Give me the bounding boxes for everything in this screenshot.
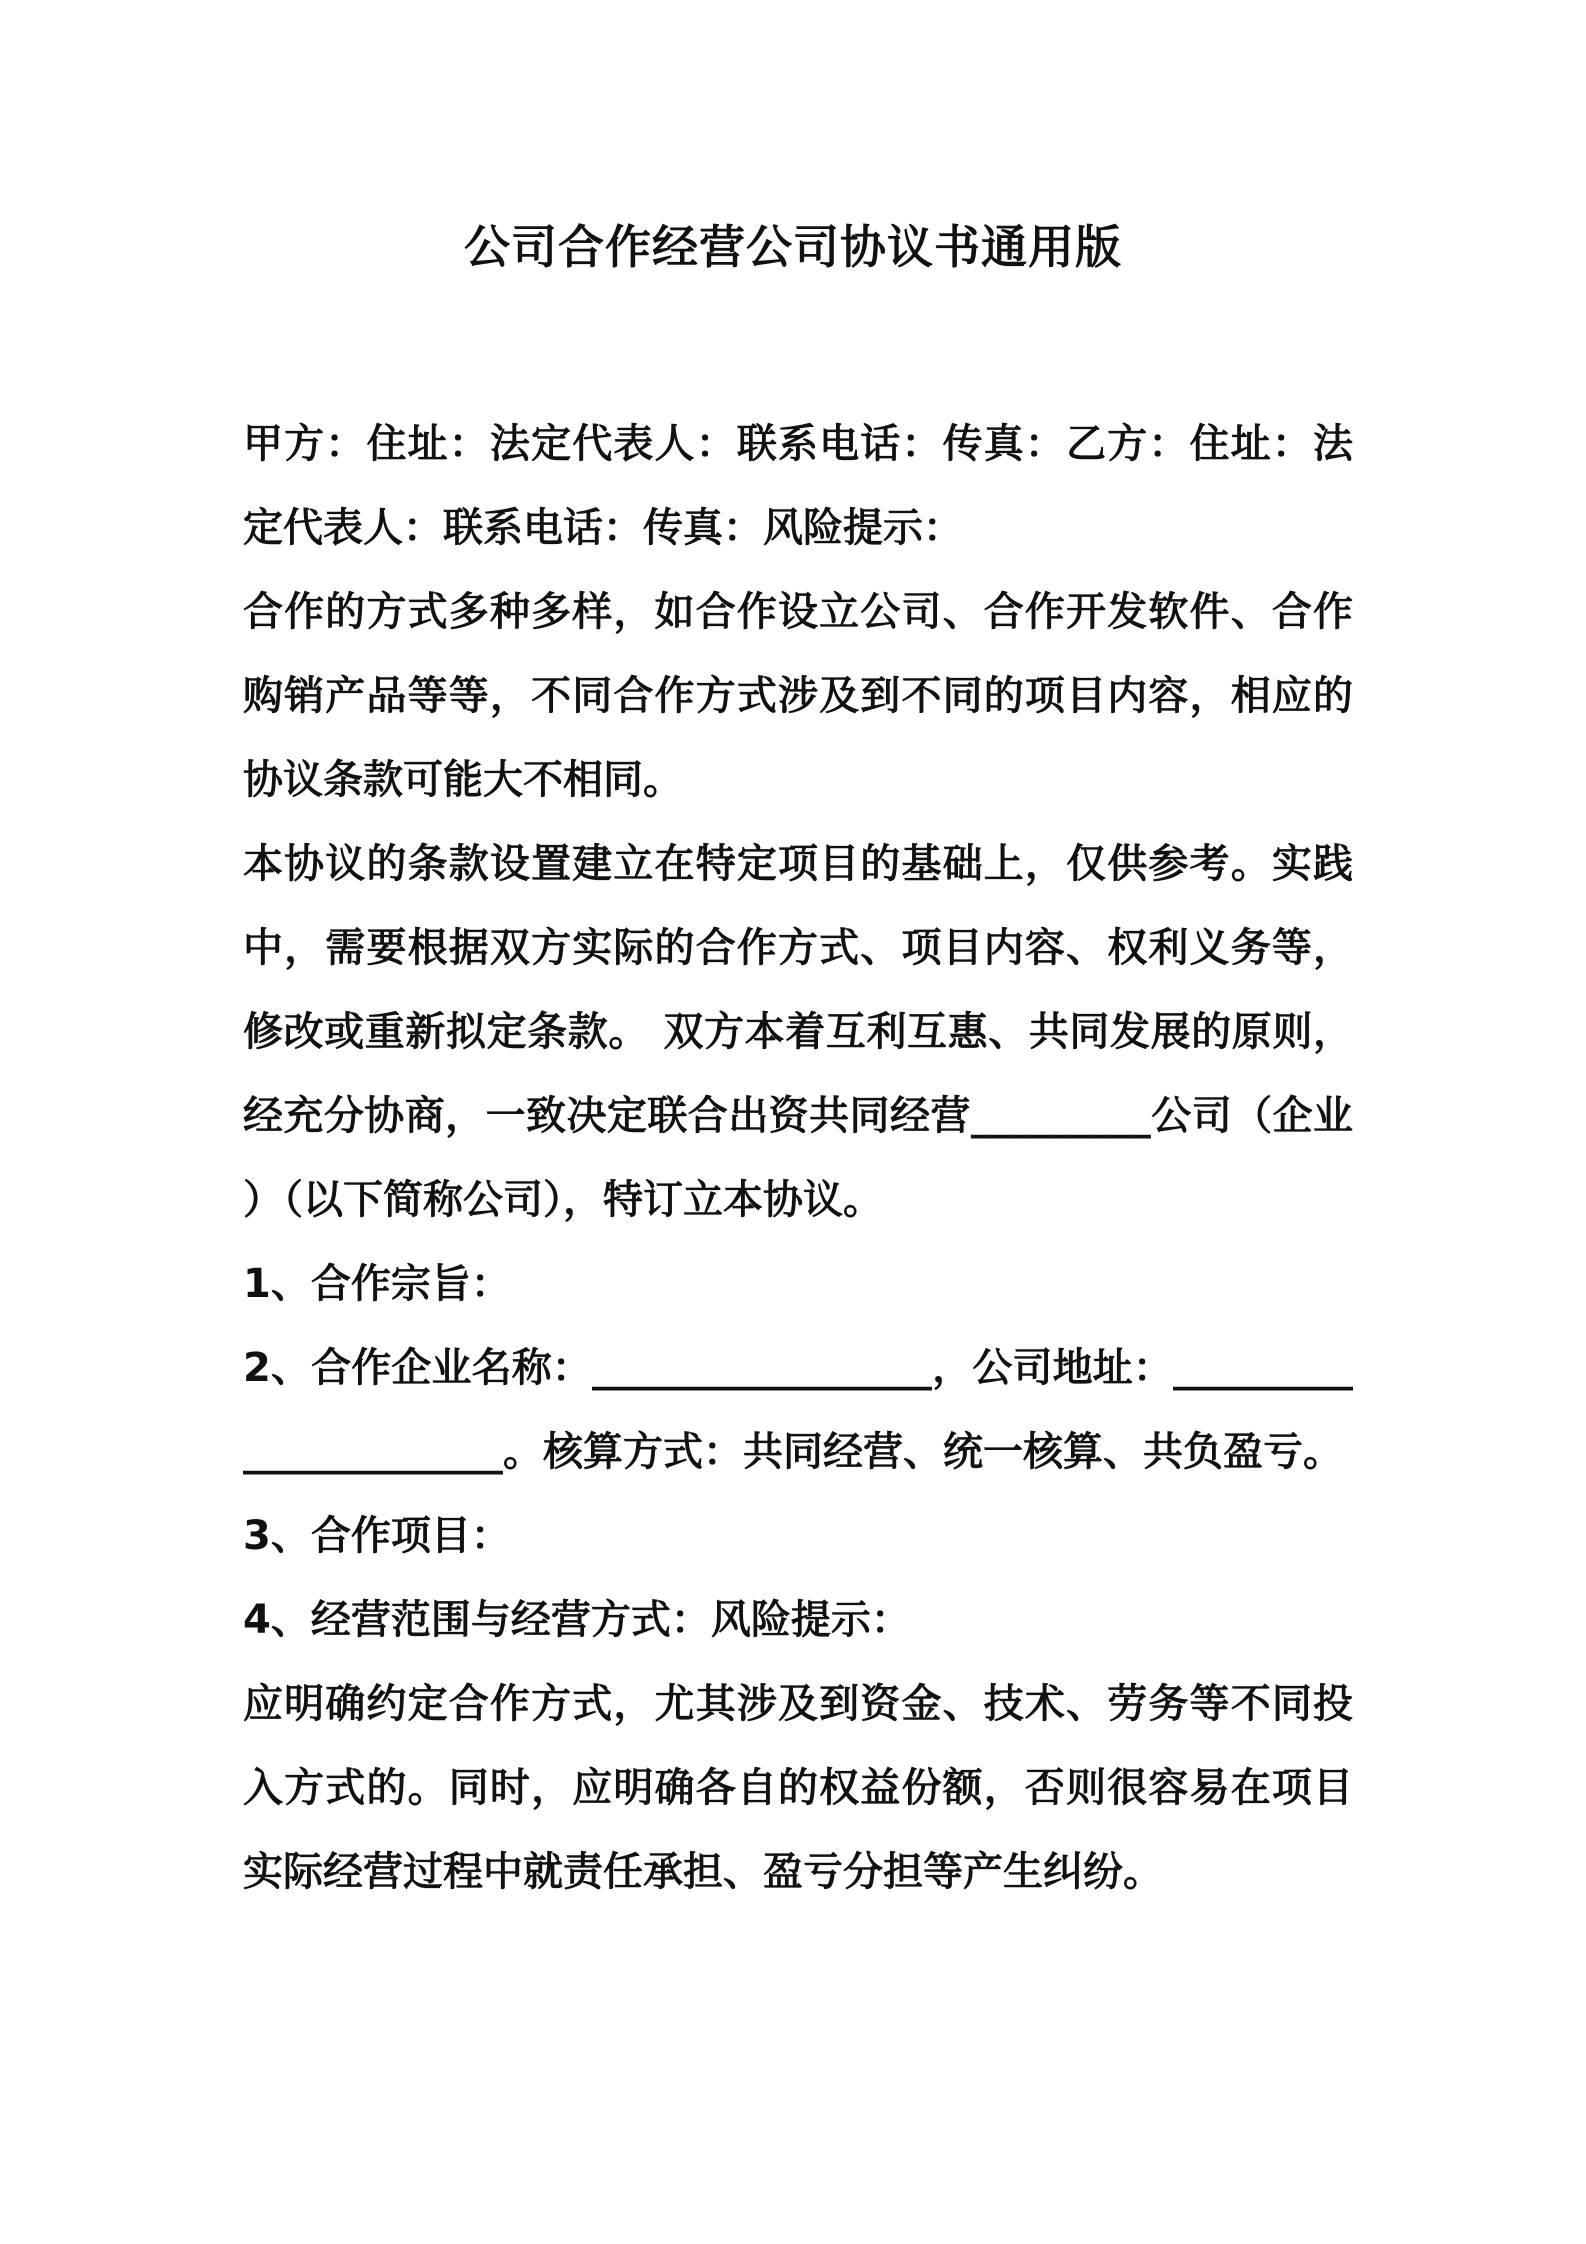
clause-4-risk-paragraph: 应明确约定合作方式，尤其涉及到资金、技术、劳务等不同投入方式的。同时，应明确各自的权益份额，否则很容易在项目实际经营过程中就责任承担、盈亏分担等产生纠纷。 xyxy=(243,1681,1353,1895)
preamble-paragraph: 本协议的条款设置建立在特定项目的基础上，仅供参考。实践中，需要根据双方实际的合作方式、项目内容、权利义务等，修改或重新拟定条款。 双方本着互利互惠、共同发展的原则，经充分协商，一致决定联合出资共同经营_________公司（企业）（以下简称公司），特订立本协议。 xyxy=(243,841,1353,1223)
document-title: 公司合作经营公司协议书通用版 xyxy=(464,220,1122,274)
clause-3-heading: 3、合作项目： xyxy=(243,1513,511,1559)
clause-1-heading: 1、合作宗旨： xyxy=(243,1261,511,1307)
parties-paragraph: 甲方：住址：法定代表人：联系电话：传真：乙方：住址：法定代表人：联系电话：传真：风险提示： xyxy=(243,421,1353,551)
risk-note-paragraph: 合作的方式多种多样，如合作设立公司、合作开发软件、合作购销产品等等，不同合作方式涉及到不同的项目内容，相应的协议条款可能大不相同。 xyxy=(243,589,1353,803)
clause-2-paragraph: 2、合作企业名称：_________________，公司地址：______________________。核算方式：共同经营、统一核算、共负盈亏。 xyxy=(243,1345,1353,1475)
document-body xyxy=(243,402,1353,1914)
clause-4-heading: 4、经营范围与经营方式：风险提示： xyxy=(243,1597,911,1643)
